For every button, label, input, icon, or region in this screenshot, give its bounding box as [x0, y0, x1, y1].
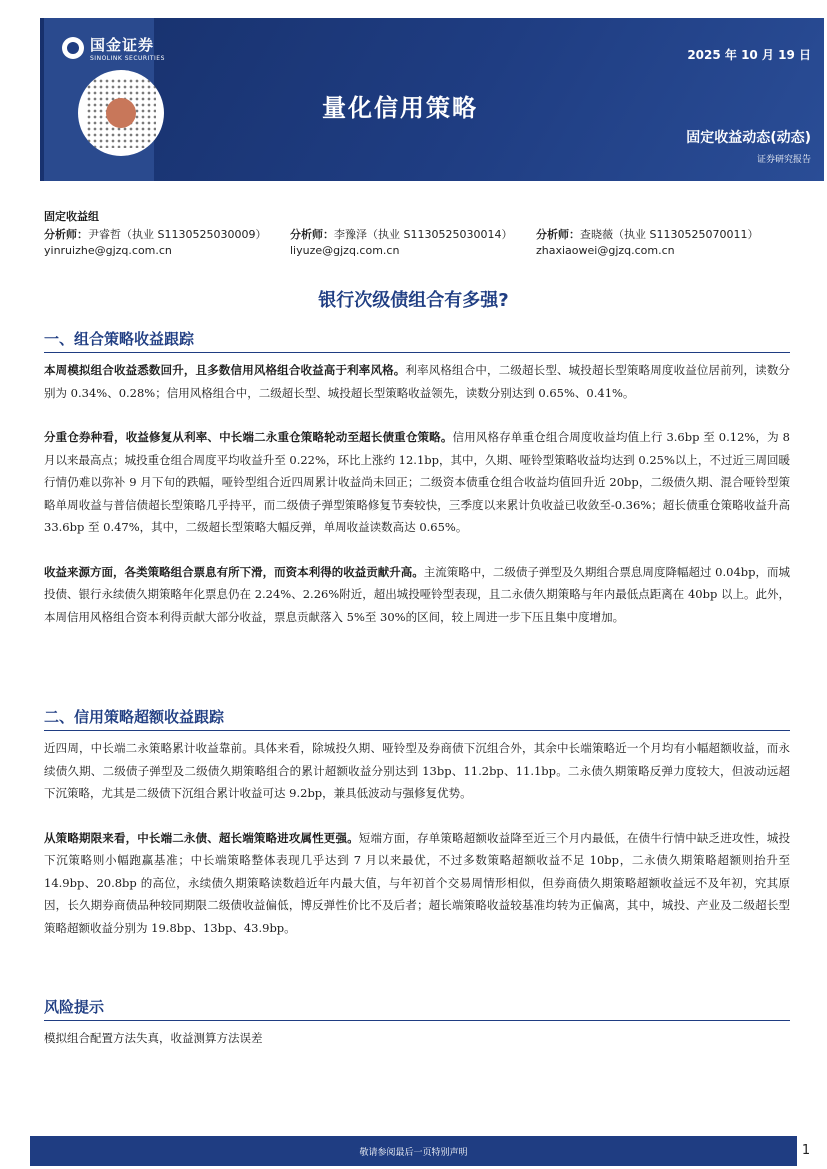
section-heading: 一、组合策略收益跟踪 [44, 330, 195, 348]
report-title: 银行次级债组合有多强? [318, 290, 509, 311]
footer-disclaimer: 敬请参阅最后一页特别声明 [359, 1148, 468, 1158]
paragraph-lead: 本周模拟组合收益悉数回升，且多数信用风格组合收益高于利率风格。 [44, 363, 406, 377]
logo-icon [62, 37, 84, 59]
paragraph-lead: 分重仓券种看，收益修复从利率、中长端二永重仓策略轮动至超长债重仓策略。 [44, 430, 453, 444]
analyst-item [536, 226, 759, 257]
analyst-name: 李豫泽（执业 S1130525030014） [334, 228, 513, 241]
section-heading: 二、信用策略超额收益跟踪 [44, 708, 225, 726]
paragraph [44, 737, 790, 805]
paragraph [44, 561, 790, 629]
paragraph [44, 426, 790, 539]
section-excess-returns [44, 706, 790, 939]
analyst-email[interactable]: yinruizhe@gjzq.com.cn [44, 244, 172, 257]
section-divider [44, 1020, 790, 1021]
analyst-role: 分析师： [536, 228, 580, 241]
analyst-email[interactable]: zhaxiaowei@gjzq.com.cn [536, 244, 675, 257]
paragraph-body: 模拟组合配置方法失真，收益测算方法误差 [44, 1031, 263, 1045]
paragraph-lead: 收益来源方面，各类策略组合票息有所下滑，而资本利得的收益贡献升高。 [44, 564, 424, 579]
paragraph [44, 1027, 790, 1050]
analyst-role: 分析师： [44, 228, 88, 241]
paragraph-body: 主流策略中，二级债子弹型及久期组合票息周度降幅超过 0.04bp，而城投债、银行永续债久期策略年化票息仍在 2.24%、2.26%附近，超出城投哑铃型表现，且二永债久期策略与年内最低点距离在 40bp 以上。此外，本周信用风格组合资本利得贡献大部分收益，票息贡献落入 5%至 30%的区间，较上周进一步下压且集中度增加。 [44, 564, 791, 624]
paragraph-lead: 从策略期限来看，中长端二永债、超长端策略进攻属性更强。 [44, 830, 359, 845]
section-portfolio-returns [44, 328, 790, 628]
paragraph [44, 827, 790, 940]
paragraph-body: 短端方面，存单策略超额收益降至近三个月内最低，在债牛行情中缺乏进攻性，城投下沉策略则小幅跑赢基准；中长端策略整体表现几乎达到 7 月以来最优，不过多数策略超额收益不足 10bp，二永债久期策略超额则抬升至 14.9bp、20.8bp 的高位，永续债久期策略读数趋近年内最大值，与年初首个交易周情形相似，但券商债久期策略超额收益远不及年初，究其原因，长久期券商债品种较同期限二级债收益偏低，博反弹性价比不及后者；超长端策略收益较基准均转为正偏离，其中，城投、产业及二级超长型策略超额收益分别为 19.8bp、13bp、43.9bp。 [44, 830, 791, 935]
analyst-name: 查晓薇（执业 S1130525070011） [580, 228, 759, 241]
section-heading: 风险提示 [44, 998, 105, 1016]
section-divider [44, 352, 790, 353]
report-date: 2025 年 10 月 19 日 [687, 48, 811, 62]
qr-code-icon [78, 70, 164, 156]
brand-name: 国金证券 [90, 36, 155, 54]
analyst-email[interactable]: liyuze@gjzq.com.cn [290, 244, 400, 257]
paragraph-body: 信用风格存单重仓组合周度收益均值上行 3.6bp 至 0.12%，为 8 月以来最高点；城投重仓组合周度平均收益升至 0.22%，环比上涨约 12.1bp，其中，久期、哑铃型策略收益均达到 0.25%以上，不过近三周回暖行情仍难以弥补 9 月下旬的跌幅，哑铃型组合近四周累计收益尚未回正；二级资本债重仓组合收益均值回升近 20bp，二级债久期、混合哑铃型策略单周收益与普信债超长型策略几乎持平，而二级债子弹型策略修复节奏较快，三季度以来累计负收益已收敛至-0.36%；超长债重仓策略收益升高 33.6bp 至 0.47%，其中，二级超长型策略大幅反弹，单周收益读数高达 0.65%。 [44, 430, 790, 534]
paragraph-body: 近四周，中长端二永策略累计收益靠前。具体来看，除城投久期、哑铃型及券商债下沉组合外，其余中长端策略近一个月均有小幅超额收益，而永续债久期、二级债子弹型及二级债久期策略组合的累计超额收益分别达到 13bp、11.2bp、11.1bp。二永债久期策略反弹力度较大，但波动远超下沉策略，尤其是二级债下沉组合累计收益可达 9.2bp，兼具低波动与强修复优势。 [44, 741, 790, 800]
paragraph [44, 359, 790, 404]
page-number: 1 [801, 1143, 811, 1158]
section-risk [44, 996, 790, 1050]
report-category: 证券研究报告 [756, 155, 811, 165]
team-name: 固定收益组 [44, 210, 99, 223]
brand-logo [62, 34, 165, 62]
brand-name-en: SINOLINK SECURITIES [90, 55, 165, 62]
footer-bar [30, 1136, 797, 1166]
report-type: 固定收益动态(动态) [686, 130, 811, 146]
report-series-title: 量化信用策略 [322, 94, 478, 122]
analyst-item [44, 226, 267, 257]
analyst-item [290, 226, 513, 257]
section-divider [44, 730, 790, 731]
analyst-name: 尹睿哲（执业 S1130525030009） [88, 228, 267, 241]
paragraph-body: 利率风格组合中，二级超长型、城投超长型策略周度收益位居前列，读数分别为 0.34%、0.28%；信用风格组合中，二级超长型、城投超长型策略收益领先，读数分别达到 0.65%、0.41%。 [44, 363, 790, 400]
analyst-role: 分析师： [290, 228, 334, 241]
